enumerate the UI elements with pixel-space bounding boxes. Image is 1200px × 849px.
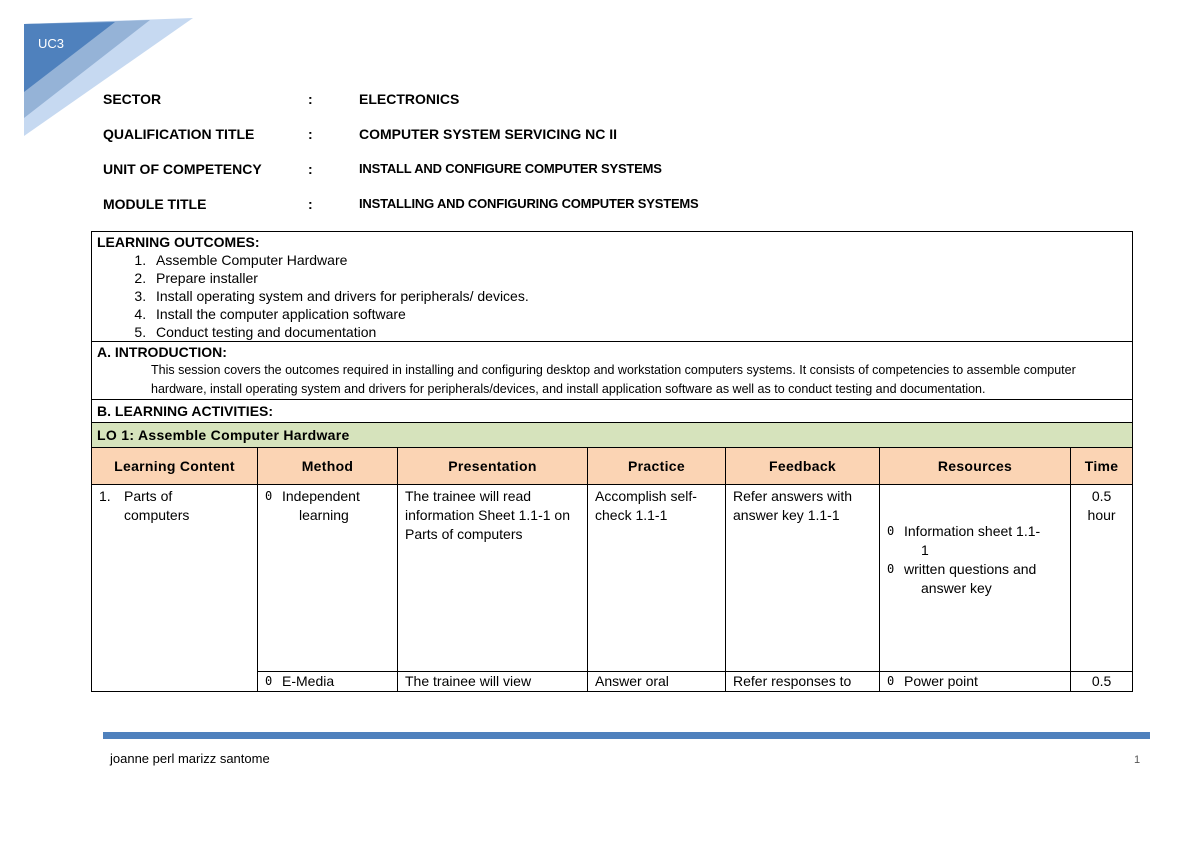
- bullet-icon: 0: [887, 524, 895, 538]
- header-key: MODULE TITLE: [103, 196, 207, 212]
- resource-line: Information sheet 1.1-: [904, 523, 1041, 539]
- feedback-cell: Refer answers with answer key 1.1-1: [726, 485, 880, 672]
- resource-line: answer key: [921, 580, 992, 596]
- content-line: computers: [124, 507, 190, 523]
- time-value: 0.5: [1091, 488, 1112, 504]
- column-header: Resources: [880, 448, 1071, 485]
- method-line: learning: [299, 507, 349, 523]
- item-number: 1.: [99, 488, 111, 504]
- header-value: ELECTRONICS: [359, 91, 460, 107]
- column-header: Practice: [588, 448, 726, 485]
- header-key: QUALIFICATION TITLE: [103, 126, 255, 142]
- practice-cell: Answer oral: [588, 672, 726, 692]
- presentation-cell: The trainee will read information Sheet 1.1-1 on Parts of computers: [398, 485, 588, 672]
- corner-decoration: [0, 0, 200, 140]
- list-item: 3. Install operating system and drivers for peripherals/ devices.: [150, 287, 1127, 305]
- lo1-title: LO 1: Assemble Computer Hardware: [92, 423, 1133, 448]
- resources-cell: [880, 672, 1071, 692]
- header-colon: :: [308, 126, 313, 142]
- introduction-text: This session covers the outcomes required in installing and configuring desktop and workstation computers systems. It consists of competencies to assemble computer hardware, install operating system and drivers for peripherals/devices, and install application software as well as to conduct testing and documentation.: [151, 363, 1076, 396]
- method-line: E-Media: [282, 673, 335, 689]
- footer-author: joanne perl marizz santome: [110, 751, 270, 766]
- learning-plan-table: [91, 231, 1133, 692]
- time-cell: [1071, 485, 1133, 672]
- feedback-cell: Refer responses to: [726, 672, 880, 692]
- header-colon: :: [308, 161, 313, 177]
- header-value: COMPUTER SYSTEM SERVICING NC II: [359, 126, 617, 142]
- method-cell: [258, 672, 398, 692]
- practice-cell: Accomplish self-check 1.1-1: [588, 485, 726, 672]
- bullet-icon: 0: [265, 489, 273, 503]
- resource-line: Power point: [904, 673, 978, 689]
- corner-triangles: [0, 0, 200, 140]
- bullet-icon: 0: [887, 674, 895, 688]
- bullet-icon: 0: [887, 562, 895, 576]
- learning-outcomes-section: [92, 232, 1133, 342]
- method-cell: [258, 485, 398, 672]
- learning-outcomes-heading: LEARNING OUTCOMES:: [97, 234, 260, 250]
- resource-line: written questions and: [904, 561, 1037, 577]
- column-header: Learning Content: [92, 448, 258, 485]
- introduction-heading: A. INTRODUCTION:: [97, 344, 227, 360]
- list-item: 1. Assemble Computer Hardware: [150, 251, 1127, 269]
- table-row: [92, 485, 1133, 672]
- learning-activities-heading: B. LEARNING ACTIVITIES:: [92, 400, 1133, 423]
- column-header: Time: [1071, 448, 1133, 485]
- header-colon: :: [308, 196, 313, 212]
- page-number: 1: [1134, 754, 1141, 766]
- column-header-row: [92, 448, 1133, 485]
- resources-cell: [880, 485, 1071, 672]
- column-header: Presentation: [398, 448, 588, 485]
- time-cell: 0.5: [1071, 672, 1133, 692]
- content-line: Parts of: [124, 488, 173, 504]
- learning-outcomes-list: [97, 251, 1127, 341]
- header-value: INSTALLING AND CONFIGURING COMPUTER SYSTEMS: [359, 196, 699, 211]
- bullet-icon: 0: [265, 674, 273, 688]
- learning-content-cell: [92, 485, 258, 692]
- list-item: 2. Prepare installer: [150, 269, 1127, 287]
- header-colon: :: [308, 91, 313, 107]
- time-unit: hour: [1087, 507, 1116, 523]
- header-value: INSTALL AND CONFIGURE COMPUTER SYSTEMS: [359, 161, 662, 176]
- column-header: Method: [258, 448, 398, 485]
- header-key: UNIT OF COMPETENCY: [103, 161, 262, 177]
- introduction-section: [92, 342, 1133, 400]
- header-key: SECTOR: [103, 91, 162, 107]
- column-header: Feedback: [726, 448, 880, 485]
- unit-code-label: UC3: [38, 36, 65, 51]
- method-line: Independent: [282, 488, 360, 504]
- presentation-cell: The trainee will view: [398, 672, 588, 692]
- list-item: 5. Conduct testing and documentation: [150, 323, 1127, 341]
- resource-line: 1: [921, 542, 929, 558]
- list-item: 4. Install the computer application software: [150, 305, 1127, 323]
- footer-bar: [103, 732, 1150, 739]
